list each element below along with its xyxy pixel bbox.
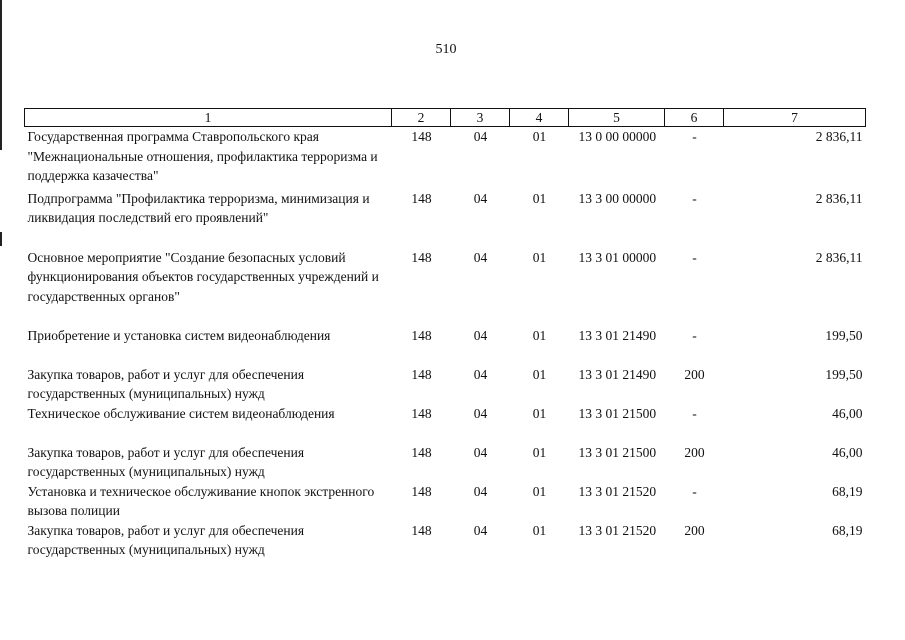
table-row bbox=[25, 365, 866, 404]
row-rz: 04 bbox=[473, 327, 488, 343]
row-ved: 148 bbox=[411, 483, 432, 499]
table-row bbox=[25, 443, 866, 482]
row-amount: 68,19 bbox=[832, 522, 863, 538]
row-amount: 199,50 bbox=[825, 327, 863, 343]
table-row bbox=[25, 248, 866, 326]
scan-edge-mark bbox=[0, 0, 2, 150]
row-csr: 13 3 01 21490 bbox=[578, 327, 657, 343]
table-row bbox=[25, 326, 866, 365]
budget-table bbox=[24, 108, 866, 560]
row-csr: 13 3 01 21500 bbox=[578, 444, 657, 460]
header-row bbox=[25, 109, 866, 127]
row-vr: - bbox=[692, 483, 697, 499]
row-amount: 199,50 bbox=[825, 366, 863, 382]
header-cell: 4 bbox=[510, 109, 569, 127]
row-ved: 148 bbox=[411, 190, 432, 206]
row-rz: 04 bbox=[473, 129, 488, 144]
table-row bbox=[25, 482, 866, 521]
page-number: 510 bbox=[435, 42, 457, 57]
row-amount: 2 836,11 bbox=[815, 249, 863, 265]
row-csr: 13 3 00 00000 bbox=[578, 190, 657, 206]
row-name: Основное мероприятие "Создание безопасных условий функционирования объектов государственных учреждений и государственных органов" bbox=[27, 249, 379, 304]
row-pr: 01 bbox=[532, 483, 547, 499]
header-cell: 3 bbox=[451, 109, 510, 127]
row-name: Подпрограмма "Профилактика терроризма, минимизация и ликвидация последствий его проявлений" bbox=[27, 190, 370, 225]
row-rz: 04 bbox=[473, 366, 488, 382]
table-row bbox=[25, 521, 866, 560]
row-ved: 148 bbox=[411, 249, 432, 265]
row-name: Закупка товаров, работ и услуг для обеспечения государственных (муниципальных) нужд bbox=[27, 366, 305, 401]
row-rz: 04 bbox=[473, 405, 488, 421]
row-ved: 148 bbox=[411, 522, 432, 538]
row-amount: 2 836,11 bbox=[815, 129, 863, 144]
table-row bbox=[25, 404, 866, 443]
row-pr: 01 bbox=[532, 405, 547, 421]
header-cell: 6 bbox=[665, 109, 724, 127]
table-body bbox=[25, 127, 866, 560]
row-vr: 200 bbox=[684, 444, 705, 460]
row-name: Государственная программа Ставропольского края "Межнациональные отношения, профилактика терроризма и поддержка казачества" bbox=[27, 129, 378, 183]
row-pr: 01 bbox=[532, 129, 547, 144]
header-cell: 7 bbox=[724, 109, 866, 127]
row-pr: 01 bbox=[532, 249, 547, 265]
row-vr: - bbox=[692, 190, 697, 206]
row-pr: 01 bbox=[532, 190, 547, 206]
row-ved: 148 bbox=[411, 405, 432, 421]
row-pr: 01 bbox=[532, 327, 547, 343]
row-name: Установка и техническое обслуживание кнопок экстренного вызова полиции bbox=[27, 483, 375, 518]
row-ved: 148 bbox=[411, 327, 432, 343]
row-pr: 01 bbox=[532, 444, 547, 460]
row-vr: 200 bbox=[684, 366, 705, 382]
row-name: Закупка товаров, работ и услуг для обеспечения государственных (муниципальных) нужд bbox=[27, 444, 305, 479]
row-vr: - bbox=[692, 327, 697, 343]
table-header bbox=[25, 109, 866, 127]
row-csr: 13 3 01 00000 bbox=[578, 249, 657, 265]
scan-edge-mark bbox=[0, 232, 2, 246]
row-ved: 148 bbox=[411, 366, 432, 382]
row-csr: 13 3 01 21490 bbox=[578, 366, 657, 382]
header-cell: 1 bbox=[25, 109, 392, 127]
row-vr: - bbox=[692, 249, 697, 265]
row-csr: 13 3 01 21520 bbox=[578, 522, 657, 538]
row-rz: 04 bbox=[473, 483, 488, 499]
row-amount: 46,00 bbox=[832, 444, 863, 460]
header-cell: 2 bbox=[392, 109, 451, 127]
row-vr: 200 bbox=[684, 522, 705, 538]
row-vr: - bbox=[692, 405, 697, 421]
row-rz: 04 bbox=[473, 444, 488, 460]
row-ved: 148 bbox=[411, 444, 432, 460]
row-name: Закупка товаров, работ и услуг для обеспечения государственных (муниципальных) нужд bbox=[27, 522, 305, 557]
row-csr: 13 0 00 00000 bbox=[578, 129, 657, 144]
row-pr: 01 bbox=[532, 366, 547, 382]
row-vr: - bbox=[692, 129, 697, 144]
row-amount: 46,00 bbox=[832, 405, 863, 421]
row-amount: 68,19 bbox=[832, 483, 863, 499]
row-csr: 13 3 01 21520 bbox=[578, 483, 657, 499]
row-rz: 04 bbox=[473, 190, 488, 206]
row-pr: 01 bbox=[532, 522, 547, 538]
row-csr: 13 3 01 21500 bbox=[578, 405, 657, 421]
table-row bbox=[25, 127, 866, 189]
row-ved: 148 bbox=[411, 129, 432, 144]
row-name: Приобретение и установка систем видеонаблюдения bbox=[27, 327, 331, 343]
row-rz: 04 bbox=[473, 522, 488, 538]
row-amount: 2 836,11 bbox=[815, 190, 863, 206]
header-cell: 5 bbox=[569, 109, 665, 127]
table-row bbox=[25, 189, 866, 248]
row-rz: 04 bbox=[473, 249, 488, 265]
row-name: Техническое обслуживание систем видеонаблюдения bbox=[27, 405, 335, 421]
